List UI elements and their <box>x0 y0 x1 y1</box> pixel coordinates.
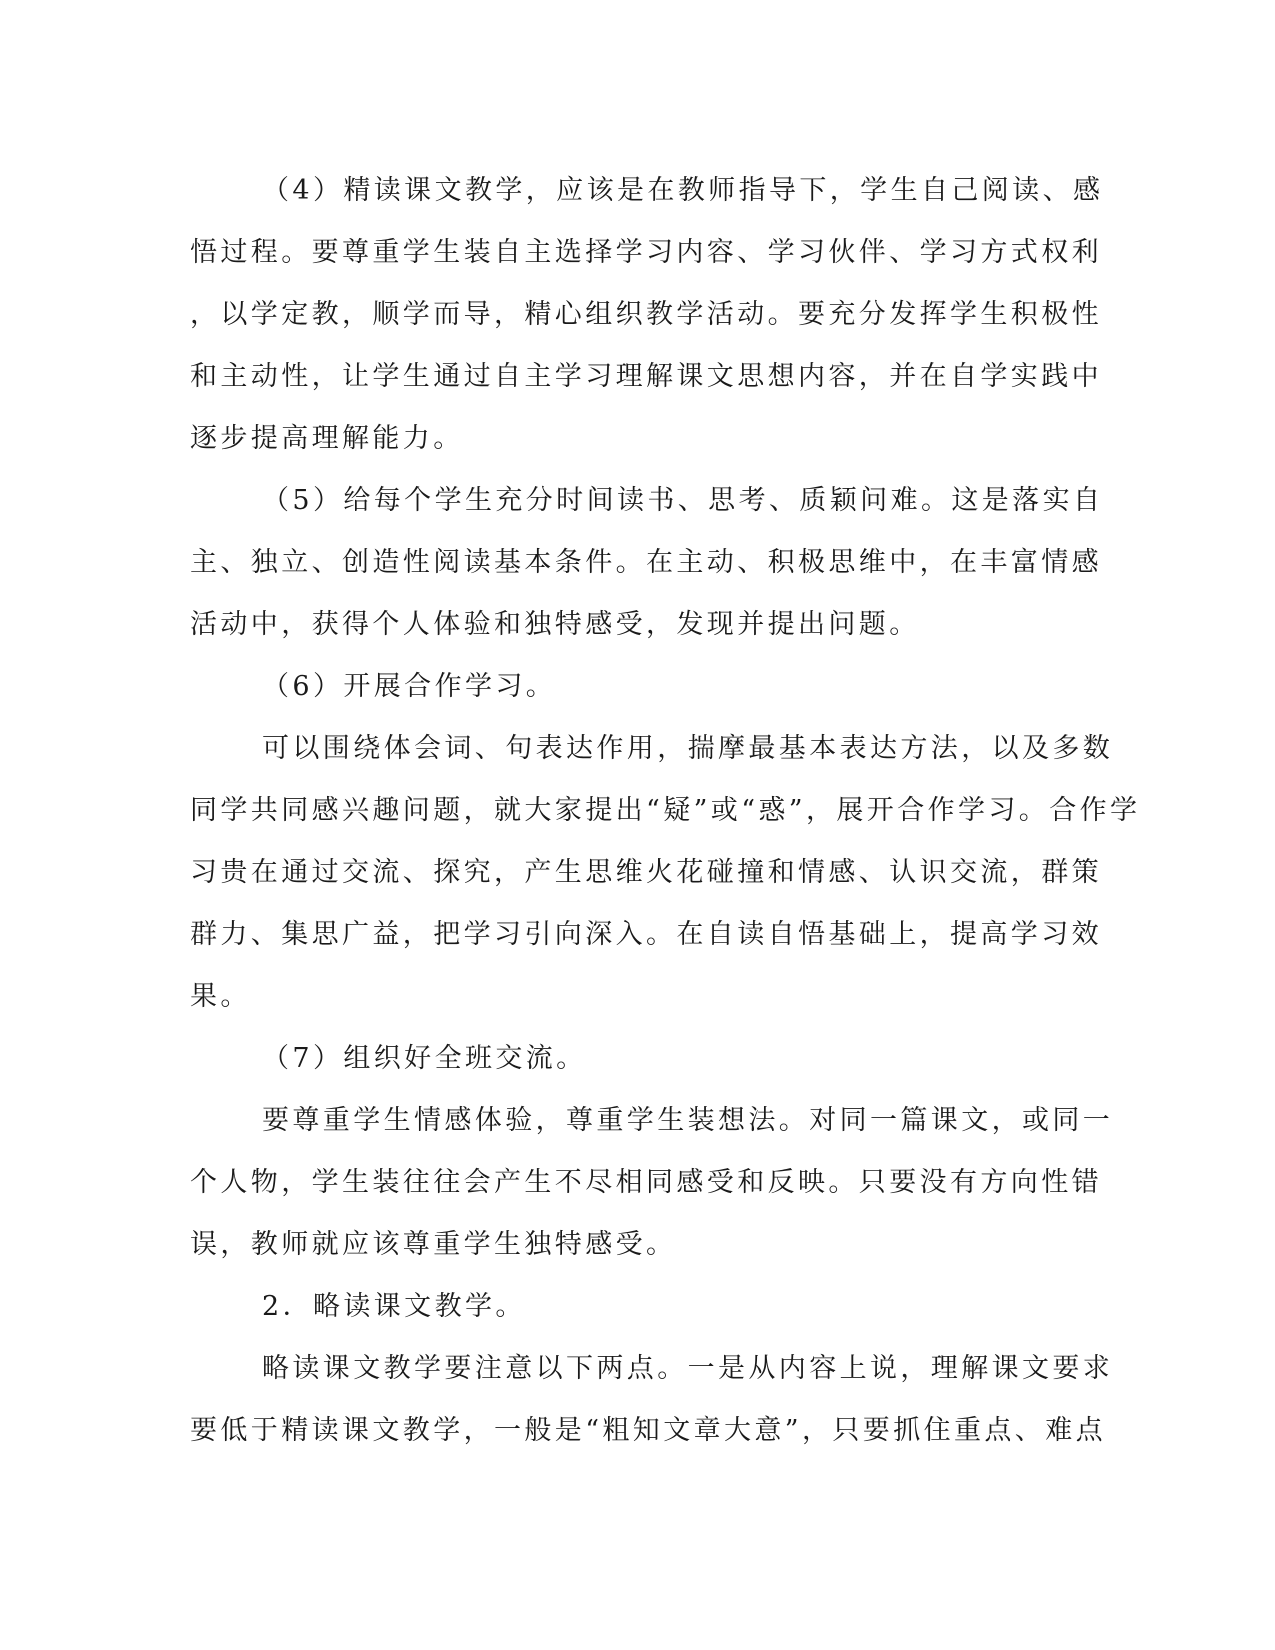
text-line-1: （4）精读课文教学，应该是在教师指导下，学生自己阅读、感 <box>262 175 1104 206</box>
text-line-4: 和主动性，让学生通过自主学习理解课文思想内容，并在自学实践中 <box>190 361 1102 392</box>
text-line-15: （7）组织好全班交流。 <box>262 1043 587 1074</box>
text-line-3: ，以学定教，顺学而导，精心组织教学活动。要充分发挥学生积极性 <box>190 299 1102 330</box>
text-line-20: 略读课文教学要注意以下两点。一是从内容上说，理解课文要求 <box>262 1353 1114 1384</box>
text-line-16: 要尊重学生情感体验，尊重学生装想法。对同一篇课文，或同一 <box>262 1105 1114 1136</box>
text-line-10: 可以围绕体会词、句表达作用，揣摩最基本表达方法，以及多数 <box>262 733 1114 764</box>
text-line-12: 习贵在通过交流、探究，产生思维火花碰撞和情感、认识交流，群策 <box>190 857 1102 888</box>
text-line-5: 逐步提高理解能力。 <box>190 423 464 454</box>
document-page <box>190 160 1141 1462</box>
text-line-6: （5）给每个学生充分时间读书、思考、质颖问难。这是落实自 <box>262 485 1104 516</box>
text-line-2: 悟过程。要尊重学生装自主选择学习内容、学习伙伴、学习方式权利 <box>190 237 1102 268</box>
text-line-11: 同学共同感兴趣问题，就大家提出“疑”或“惑”，展开合作学习。合作学 <box>190 795 1141 826</box>
text-line-8: 活动中，获得个人体验和独特感受，发现并提出问题。 <box>190 609 920 640</box>
text-line-13: 群力、集思广益，把学习引向深入。在自读自悟基础上，提高学习效 <box>190 919 1102 950</box>
text-line-19: 2．略读课文教学。 <box>262 1291 526 1322</box>
text-line-17: 个人物，学生装往往会产生不尽相同感受和反映。只要没有方向性错 <box>190 1167 1102 1198</box>
text-line-9: （6）开展合作学习。 <box>262 671 557 702</box>
text-line-21: 要低于精读课文教学，一般是“粗知文章大意”，只要抓住重点、难点 <box>190 1415 1107 1446</box>
text-line-14: 果。 <box>190 981 251 1012</box>
text-line-7: 主、独立、创造性阅读基本条件。在主动、积极思维中，在丰富情感 <box>190 547 1102 578</box>
text-line-18: 误，教师就应该尊重学生独特感受。 <box>190 1229 677 1260</box>
